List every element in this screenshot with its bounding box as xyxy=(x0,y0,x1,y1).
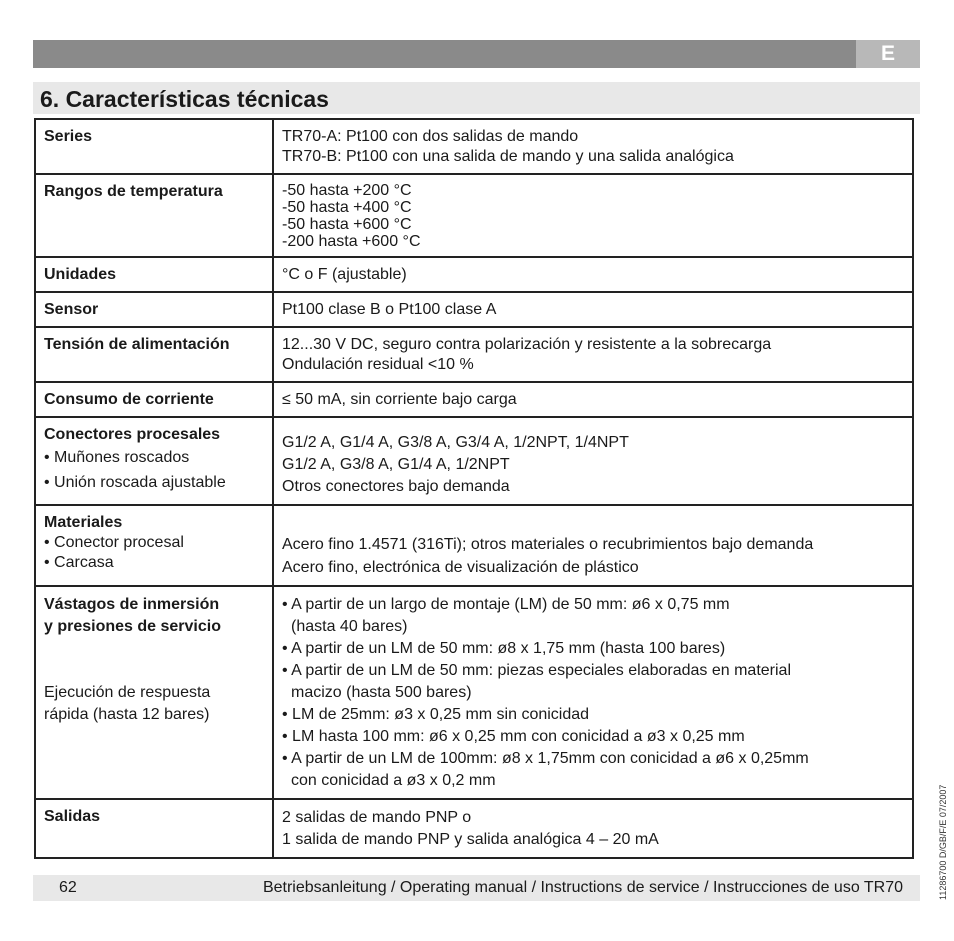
value-line: Acero fino, electrónica de visualización de plástico xyxy=(282,559,639,576)
label-salidas: Salidas xyxy=(44,808,101,825)
footer-bar xyxy=(33,875,920,901)
value-line: -50 hasta +600 °C xyxy=(282,216,412,233)
bullet-line: • LM de 25mm: ø3 x 0,25 mm sin conicidad xyxy=(282,706,590,723)
row-series xyxy=(35,119,913,174)
page-number: 62 xyxy=(59,879,77,896)
value-line: Acero fino 1.4571 (316Ti); otros materiales o recubrimientos bajo demanda xyxy=(282,536,814,553)
row-conectores xyxy=(35,417,913,505)
label-materiales: Materiales xyxy=(44,514,123,531)
top-bar xyxy=(33,40,920,68)
label-tension: Tensión de alimentación xyxy=(44,336,230,353)
sublabel: • Carcasa xyxy=(44,554,114,571)
value-line: -200 hasta +600 °C xyxy=(282,233,421,250)
sublabel: • Unión roscada ajustable xyxy=(44,474,226,491)
spec-table xyxy=(34,118,914,859)
value-line: -50 hasta +200 °C xyxy=(282,182,412,199)
value-line: 12...30 V DC, seguro contra polarización y resistente a la sobrecarga xyxy=(282,336,772,353)
sublabel: • Muñones roscados xyxy=(44,449,190,466)
footer-text: Betriebsanleitung / Operating manual / Instructions de service / Instrucciones de uso TR70 xyxy=(262,879,903,896)
row-vastagos xyxy=(35,586,913,799)
value-line: °C o F (ajustable) xyxy=(282,266,407,283)
side-document-code: 11286700 D/GB/F/E 07/2007 xyxy=(938,784,948,900)
language-tab: E xyxy=(856,40,920,68)
value-line: TR70-B: Pt100 con una salida de mando y una salida analógica xyxy=(282,148,734,165)
value-line: -50 hasta +400 °C xyxy=(282,199,412,216)
bullet-continuation: macizo (hasta 500 bares) xyxy=(291,684,472,701)
sublabel: Ejecución de respuesta xyxy=(44,684,211,701)
value-line: Ondulación residual <10 % xyxy=(282,356,474,373)
label-series: Series xyxy=(44,128,93,145)
bullet-continuation: (hasta 40 bares) xyxy=(291,618,408,635)
value-line: G1/2 A, G1/4 A, G3/8 A, G3/4 A, 1/2NPT, 1/4NPT xyxy=(282,434,629,451)
row-tension xyxy=(35,327,913,382)
label-consumo: Consumo de corriente xyxy=(44,391,214,408)
value-line: Pt100 clase B o Pt100 clase A xyxy=(282,301,497,318)
bullet-line: • A partir de un LM de 50 mm: ø8 x 1,75 mm (hasta 100 bares) xyxy=(282,640,726,657)
sublabel: • Conector procesal xyxy=(44,534,184,551)
row-sensor xyxy=(35,292,913,327)
bullet-continuation: con conicidad a ø3 x 0,2 mm xyxy=(291,772,496,789)
value-line: G1/2 A, G3/8 A, G1/4 A, 1/2NPT xyxy=(282,456,510,473)
value-line: 2 salidas de mando PNP o xyxy=(282,809,472,826)
value-line: Otros conectores bajo demanda xyxy=(282,478,510,495)
label-sensor: Sensor xyxy=(44,301,99,318)
row-salidas xyxy=(35,799,913,858)
row-consumo xyxy=(35,382,913,417)
label-vastagos-2: y presiones de servicio xyxy=(44,618,221,635)
bullet-line: • LM hasta 100 mm: ø6 x 0,25 mm con conicidad a ø3 x 0,25 mm xyxy=(282,728,745,745)
row-materiales xyxy=(35,505,913,586)
row-unidades xyxy=(35,257,913,292)
row-rangos xyxy=(35,174,913,257)
value-line: 1 salida de mando PNP y salida analógica 4 – 20 mA xyxy=(282,831,659,848)
section-title-bar xyxy=(33,82,920,114)
label-unidades: Unidades xyxy=(44,266,117,283)
value-line: TR70-A: Pt100 con dos salidas de mando xyxy=(282,128,579,145)
label-vastagos: Vástagos de inmersión xyxy=(44,596,220,613)
sublabel: rápida (hasta 12 bares) xyxy=(44,706,210,723)
section-title: 6. Características técnicas xyxy=(40,86,329,112)
bullet-line: • A partir de un LM de 50 mm: piezas especiales elaboradas en material xyxy=(282,662,791,679)
value-line: ≤ 50 mA, sin corriente bajo carga xyxy=(282,391,517,408)
bullet-line: • A partir de un LM de 100mm: ø8 x 1,75mm con conicidad a ø6 x 0,25mm xyxy=(282,750,809,767)
label-rangos: Rangos de temperatura xyxy=(44,183,223,200)
label-conectores: Conectores procesales xyxy=(44,426,221,443)
spacer xyxy=(44,638,264,682)
bullet-line: • A partir de un largo de montaje (LM) de 50 mm: ø6 x 0,75 mm xyxy=(282,596,730,613)
